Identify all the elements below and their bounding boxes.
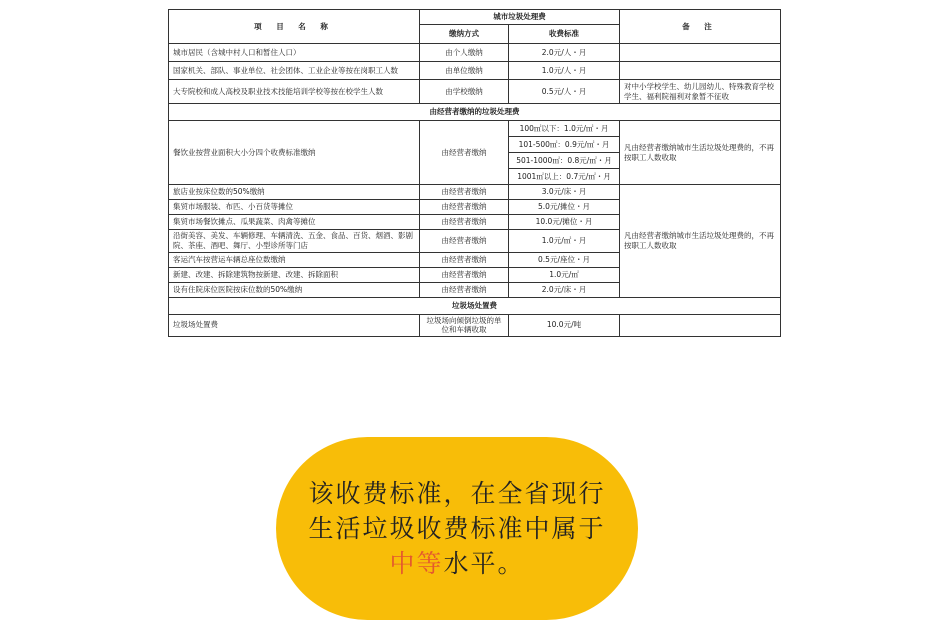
callout-line-3 <box>308 546 605 581</box>
callout-line-3-rest: 水平。 <box>443 549 525 578</box>
cell-item: 旅店业按床位数的50%缴纳 <box>169 185 420 200</box>
cell-method: 由经营者缴纳 <box>420 215 509 230</box>
cell-fee: 1.0元/㎡・月 <box>509 230 620 253</box>
cell-fee: 501-1000㎡：0.8元/㎡・月 <box>509 153 620 169</box>
cell-fee: 2.0元/床・月 <box>509 282 620 297</box>
cell-fee: 2.0元/人・月 <box>509 44 620 62</box>
cell-remark: 凡由经营者缴纳城市生活垃圾处理费的，不再按职工人数收取 <box>620 185 781 298</box>
cell-item: 设有住院床位医院按床位数的50%缴纳 <box>169 282 420 297</box>
cell-fee: 10.0元/吨 <box>509 314 620 337</box>
cell-remark: 对中小学校学生、幼儿园幼儿、特殊教育学校学生、福利院福利对象暂不征收 <box>620 80 781 104</box>
callout-highlight: 中等 <box>389 549 444 578</box>
cell-remark <box>620 44 781 62</box>
callout-line-1: 该收费标准，在全省现行 <box>308 479 606 508</box>
section-title: 垃圾场处置费 <box>169 297 781 314</box>
callout-line-2: 生活垃圾收费标准中属于 <box>308 514 606 543</box>
cell-fee: 0.5元/座位・月 <box>509 252 620 267</box>
cell-fee: 0.5元/人・月 <box>509 80 620 104</box>
cell-item: 大专院校和成人高校及职业技术技能培训学校等按在校学生人数 <box>169 80 420 104</box>
table-row <box>169 185 781 200</box>
header-fee-standard: 收费标准 <box>509 25 620 44</box>
cell-method: 垃圾场向倾倒垃圾的单位和车辆收取 <box>420 314 509 337</box>
cell-method: 由经营者缴纳 <box>420 185 509 200</box>
cell-item: 集贸市场餐饮摊点、瓜果蔬菜、肉禽等摊位 <box>169 215 420 230</box>
cell-fee: 5.0元/摊位・月 <box>509 200 620 215</box>
table-row <box>169 314 781 337</box>
cell-item: 国家机关、部队、事业单位、社会团体、工业企业等按在岗职工人数 <box>169 62 420 80</box>
cell-fee: 101-500㎡：0.9元/㎡・月 <box>509 137 620 153</box>
cell-item: 沿街美容、美发、车辆修理、车辆清洗、五金、食品、百货、烟酒、影剧院、茶座、酒吧、舞厅、小型诊所等门店 <box>169 230 420 253</box>
callout-text <box>308 476 605 581</box>
cell-item: 餐饮业按营业面积大小分四个收费标准缴纳 <box>169 121 420 185</box>
header-payment-method: 缴纳方式 <box>420 25 509 44</box>
cell-item: 客运汽车按营运车辆总座位数缴纳 <box>169 252 420 267</box>
cell-item: 集贸市场服装、布匹、小百货等摊位 <box>169 200 420 215</box>
cell-method: 由经营者缴纳 <box>420 282 509 297</box>
cell-fee: 1.0元/㎡ <box>509 267 620 282</box>
cell-fee: 3.0元/床・月 <box>509 185 620 200</box>
table-row <box>169 80 781 104</box>
cell-method: 由经营者缴纳 <box>420 252 509 267</box>
header-remarks: 备 注 <box>620 10 781 44</box>
section-title: 由经营者缴纳的垃圾处理费 <box>169 104 781 121</box>
cell-method: 由单位缴纳 <box>420 62 509 80</box>
cell-method: 由经营者缴纳 <box>420 267 509 282</box>
cell-item: 城市居民（含城中村人口和暂住人口） <box>169 44 420 62</box>
cell-fee: 10.0元/摊位・月 <box>509 215 620 230</box>
table-row <box>169 62 781 80</box>
header-city-fee: 城市垃圾处理费 <box>420 10 620 25</box>
callout-bubble <box>276 437 638 620</box>
cell-remark <box>620 62 781 80</box>
header-item-name: 项 目 名 称 <box>169 10 420 44</box>
fee-table <box>168 9 781 337</box>
cell-fee: 1.0元/人・月 <box>509 62 620 80</box>
cell-method: 由个人缴纳 <box>420 44 509 62</box>
cell-item: 新建、改建、拆除建筑物按新建、改建、拆除面积 <box>169 267 420 282</box>
cell-method: 由经营者缴纳 <box>420 200 509 215</box>
cell-fee: 100㎡以下：1.0元/㎡・月 <box>509 121 620 137</box>
cell-remark <box>620 314 781 337</box>
cell-method: 由经营者缴纳 <box>420 121 509 185</box>
cell-fee: 1001㎡以上：0.7元/㎡・月 <box>509 169 620 185</box>
cell-item: 垃圾场处置费 <box>169 314 420 337</box>
cell-remark: 凡由经营者缴纳城市生活垃圾处理费的，不再按职工人数收取 <box>620 121 781 185</box>
table-row <box>169 44 781 62</box>
table-row <box>169 121 781 137</box>
cell-method: 由经营者缴纳 <box>420 230 509 253</box>
cell-method: 由学校缴纳 <box>420 80 509 104</box>
